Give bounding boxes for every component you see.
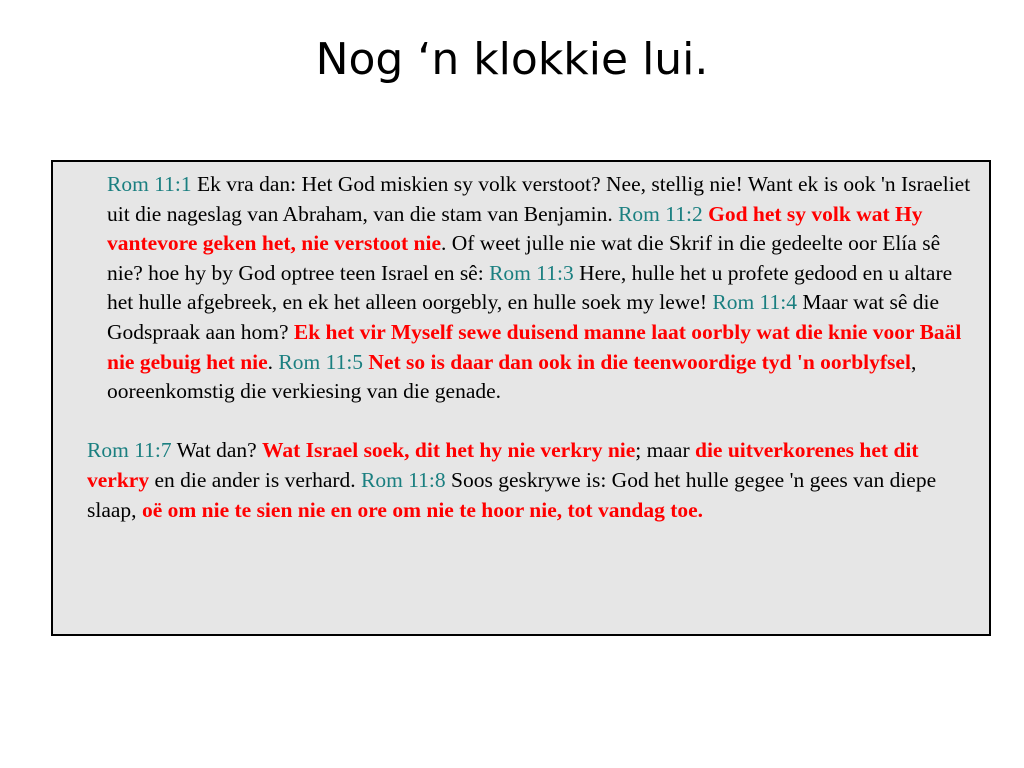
- emphasized-text: Wat Israel soek, dit het hy nie verkry nie: [262, 438, 636, 463]
- verse-text: .: [267, 349, 279, 374]
- paragraph-spacer: [63, 407, 977, 437]
- verse-reference: Rom 11:1: [107, 172, 192, 196]
- verse-reference: Rom 11:4: [712, 290, 797, 315]
- emphasized-text: die uitverkorenes het dit verkry: [87, 438, 919, 492]
- verse-text: Wat dan?: [171, 438, 263, 463]
- paragraph-rom-11-7-to-8: [63, 436, 977, 525]
- verse-reference: Rom 11:2: [618, 201, 703, 226]
- emphasized-text: oë om nie te sien nie en ore om nie te hoor nie, tot vandag toe.: [141, 497, 704, 522]
- verse-reference: Rom 11:5: [278, 349, 364, 374]
- paragraph-rom-11-1-to-5: [63, 170, 977, 407]
- verse-text: Maar wat sê die Godspraak aan hom?: [107, 290, 940, 344]
- slide-title: Nog ‘n klokkie lui.: [315, 34, 709, 85]
- emphasized-text: Ek het vir Myself sewe duisend manne laat oorbly wat die knie voor Baäl nie gebuig het nie: [107, 319, 962, 374]
- emphasized-text: God het sy volk wat Hy vantevore geken het, nie verstoot nie: [107, 201, 923, 256]
- verse-text: . Of weet julle nie wat die Skrif in die gedeelte oor Elía sê nie? hoe hy by God optree teen Israel en sê:: [107, 231, 941, 285]
- verse-text: en die ander is verhard.: [149, 467, 362, 492]
- scripture-text-box: [51, 160, 991, 636]
- verse-reference: Rom 11:8: [361, 467, 446, 492]
- verse-text: Soos geskrywe is: God het hulle gegee 'n gees van diepe slaap,: [87, 467, 937, 522]
- emphasized-text: Net so is daar dan ook in die teenwoordige tyd 'n oorblyfsel: [368, 349, 911, 374]
- verse-text: Ek vra dan: Het God miskien sy volk verstoot? Nee, stellig nie! Want ek is ook 'n Israeliet uit die nageslag van Abraham, van die stam van Benjamin.: [107, 172, 971, 226]
- verse-reference: Rom 11:7: [87, 438, 172, 463]
- verse-text: , ooreenkomstig die verkiesing van die genade.: [107, 349, 917, 404]
- verse-text: Here, hulle het u profete gedood en u altare het hulle afgebreek, en ek het alleen oorgebly, en hulle soek my lewe!: [107, 260, 953, 315]
- verse-text: ; maar: [635, 438, 695, 463]
- verse-reference: Rom 11:3: [489, 260, 574, 285]
